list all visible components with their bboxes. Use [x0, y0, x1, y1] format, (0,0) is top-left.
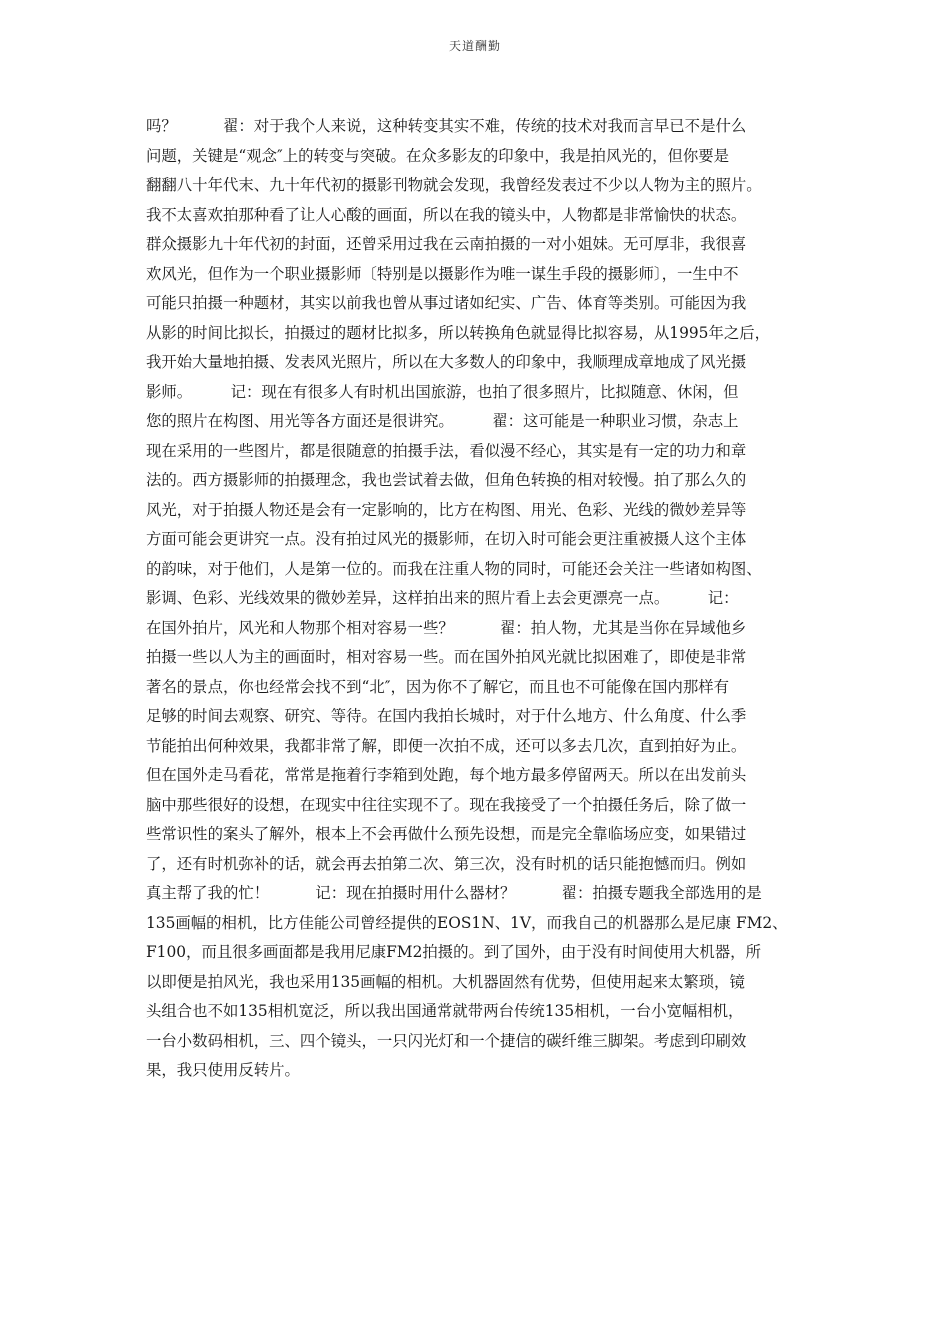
text-line: 果，我只使用反转片。: [146, 1061, 300, 1079]
text-line: 些常识性的案头了解外，根本上不会再做什么预先设想，而是完全靠临场应变，如果错过: [146, 825, 747, 843]
text-line: 的韵味，对于他们，人是第一位的。而我在注重人物的同时，可能还会关注一些诸如构图、: [146, 559, 762, 578]
text-line: 著名的景点，你也经常会找不到“北″，因为你不了解它，而且也不可能像在国内那样有: [146, 677, 730, 696]
text-line: 群众摄影九十年代初的封面，还曾采用过我在云南拍摄的一对小姐妹。无可厚非，我很喜: [146, 235, 747, 253]
text-line: 135画幅的相机，比方佳能公司曾经提供的EOS1N、1V，而我自己的机器那么是尼康 FM2、: [146, 913, 788, 932]
text-line: 足够的时间去观察、研究、等待。在国内我拍长城时，对于什么地方、什么角度、什么季: [146, 707, 747, 725]
text-line: 问题，关键是“观念″上的转变与突破。在众多影友的印象中，我是拍风光的，但你要是: [146, 146, 730, 165]
text-line: 法的。西方摄影师的拍摄理念，我也尝试着去做，但角色转换的相对较慢。拍了那么久的: [146, 471, 747, 489]
document-body: [146, 112, 818, 1086]
text-line: F100，而且很多画面都是我用尼康FM2拍摄的。到了国外，由于没有时间使用大机器，所: [146, 943, 761, 961]
text-line: 您的照片在构图、用光等各方面还是很讲究。 翟：这可能是一种职业习惯，杂志上: [146, 412, 739, 430]
text-line: 影调、色彩、光线效果的微妙差异，这样拍出来的照片看上去会更漂亮一点。 记：: [146, 589, 739, 607]
page-header: 天道酬勤: [448, 39, 501, 53]
text-line: 了，还有时机弥补的话，就会再去拍第二次、第三次，没有时机的话只能抱憾而归。例如: [146, 854, 747, 873]
text-line: 脑中那些很好的设想，在现实中往往实现不了。现在我接受了一个拍摄任务后，除了做一: [146, 795, 747, 814]
text-line: 在国外拍片，风光和人物那个相对容易一些？ 翟：拍人物，尤其是当你在异域他乡: [146, 618, 747, 637]
text-line: 头组合也不如135相机宽泛，所以我出国通常就带两台传统135相机，一台小宽幅相机，: [146, 1002, 744, 1020]
text-line: 翻翻八十年代末、九十年代初的摄影刊物就会发现，我曾经发表过不少以人物为主的照片。: [146, 176, 762, 194]
text-line: 风光，对于拍摄人物还是会有一定影响的，比方在构图、用光、色彩、光线的微妙差异等: [146, 500, 747, 519]
text-line: 节能拍出何种效果，我都非常了解，即便一次拍不成，还可以多去几次，直到拍好为止。: [146, 736, 747, 755]
text-line: 我不太喜欢拍那种看了让人心酸的画面，所以在我的镜头中，人物都是非常愉快的状态。: [146, 205, 747, 224]
text-line: 欢风光，但作为一个职业摄影师〔特别是以摄影作为唯一谋生手段的摄影师〕，一生中不: [146, 264, 739, 283]
text-line: 现在采用的一些图片，都是很随意的拍摄手法，看似漫不经心，其实是有一定的功力和章: [146, 441, 747, 460]
text-line: 以即便是拍风光，我也采用135画幅的相机。大机器固然有优势，但使用起来太繁琐，镜: [146, 972, 745, 991]
text-line: 方面可能会更讲究一点。没有拍过风光的摄影师，在切入时可能会更注重被摄人这个主体: [146, 530, 747, 548]
text-line: 我开始大量地拍摄、发表风光照片，所以在大多数人的印象中，我顺理成章地成了风光摄: [146, 353, 747, 371]
text-line: 可能只拍摄一种题材，其实以前我也曾从事过诸如纪实、广告、体育等类别。可能因为我: [146, 294, 747, 312]
text-line: 一台小数码相机，三、四个镜头，一只闪光灯和一个捷信的碳纤维三脚架。考虑到印刷效: [146, 1031, 747, 1050]
text-line: 但在国外走马看花，常常是拖着行李箱到处跑，每个地方最多停留两天。所以在出发前头: [146, 766, 747, 784]
text-line: 影师。 记：现在有很多人有时机出国旅游，也拍了很多照片，比拟随意、休闲，但: [146, 382, 739, 401]
text-line: 吗？ 翟：对于我个人来说，这种转变其实不难，传统的技术对我而言早已不是什么: [146, 117, 747, 135]
text-line: 从影的时间比拟长，拍摄过的题材比拟多，所以转换角色就显得比拟容易，从1995年之后，: [146, 323, 771, 342]
text-line: 拍摄一些以人为主的画面时，相对容易一些。而在国外拍风光就比拟困难了，即使是非常: [146, 648, 747, 666]
text-line: 真主帮了我的忙！ 记：现在拍摄时用什么器材？ 翟：拍摄专题我全部选用的是: [146, 884, 762, 902]
